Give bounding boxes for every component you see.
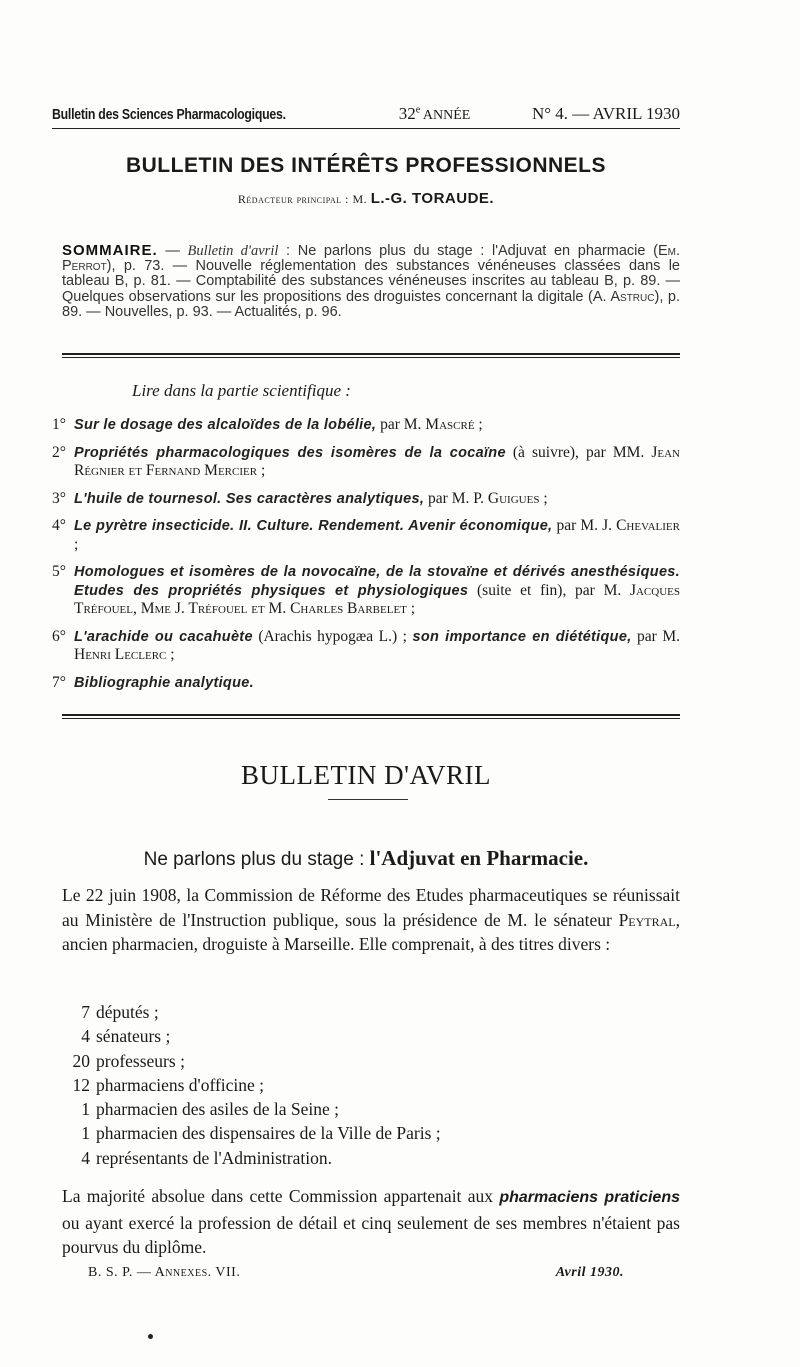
list-item: 1 pharmacien des asiles de la Seine ; [81, 1099, 339, 1120]
summary-block: SOMMAIRE. — Bulletin d'avril : Ne parlons plus du stage : l'Adjuvat en pharmacie (Em. Perrot), p. 73. — Nouvelle réglementation des substances vénéneuses classées dans le tableau B, p. 81. — Comptabilité des substances vénéneuses inscrites au tableau B, p. 89. — Quelques observations sur les propositions des droguistes concernant la digitale (A. Astruc), p. 89. — Nouvelles, p. 93. — Actualités, p. 96. [62, 242, 680, 320]
list-item: 4 représentants de l'Administration. [81, 1147, 332, 1168]
divider-rule [62, 714, 680, 716]
divider-rule-thin [62, 357, 680, 358]
list-item: 2° Propriétés pharmacologiques des isomères de la cocaïne (à suivre), par MM. Jean Régnier et Fernand Mercier ; [52, 443, 680, 479]
list-item: 5° Homologues et isomères de la novocaïne, de la stovaïne et dérivés anesthésiques. Etudes des propriétés physiques et physiologiques (suite et fin), par M. Jacques Tréfouel, Mme J. Tréfouel et M. Charles Barbelet ; [52, 563, 680, 617]
editor-line: Rédacteur principal : M. L.-G. TORAUDE. [237, 190, 495, 207]
year-of-publication: 32e ANNÉE [398, 104, 471, 123]
footer-reference: B. S. P. — Annexes. VII. [88, 1265, 241, 1280]
header-rule [52, 128, 680, 129]
contents-list [52, 416, 680, 701]
article-title: Ne parlons plus du stage : l'Adjuvat en Pharmacie. [143, 846, 589, 870]
divider-rule-thin [62, 718, 680, 719]
article-paragraph: Le 22 juin 1908, la Commission de Réforme des Etudes pharmaceutiques se réunissait au Ministère de l'Instruction publique, sous la présidence de M. le sénateur Peytral, ancien pharmacien, droguiste à Marseille. Elle comprenait, à des titres divers : [62, 885, 680, 954]
divider-rule [62, 353, 680, 355]
list-item: 12 pharmaciens d'officine ; [72, 1074, 265, 1095]
footer-date: Avril 1930. [555, 1265, 624, 1280]
list-item: 4 sénateurs ; [81, 1026, 171, 1047]
list-item: 1 pharmacien des dispensaires de la Ville de Paris ; [81, 1123, 441, 1144]
article-paragraph: La majorité absolue dans cette Commission appartenait aux pharmaciens praticiens ou ayant exercé la profession de détail et cinq seulement de ses membres n'étaient pas pourvus du diplôme. [62, 1186, 680, 1257]
list-item: 3° L'huile de tournesol. Ses caractères analytiques, par M. P. Guigues ; [52, 489, 548, 507]
ink-dot [148, 1334, 153, 1339]
list-item: 1° Sur le dosage des alcaloïdes de la lobélie, par M. Mascré ; [52, 416, 483, 433]
read-in-scientific-part: Lire dans la partie scientifique : [132, 381, 351, 400]
bulletin-heading: BULLETIN D'AVRIL [240, 760, 492, 790]
commission-members-list [62, 1000, 680, 1170]
section-title: BULLETIN DES INTÉRÊTS PROFESSIONNELS [125, 154, 607, 177]
heading-underline [328, 799, 408, 800]
list-item: 7° Bibliographie analytique. [52, 673, 254, 691]
running-header [52, 104, 680, 124]
list-item: 20 professeurs ; [72, 1050, 185, 1071]
summary-label: SOMMAIRE. [62, 242, 158, 259]
list-item: 4° Le pyrètre insecticide. II. Culture. Rendement. Avenir économique, par M. J. Chevalier ; [52, 517, 680, 553]
page-footer [88, 1265, 624, 1281]
journal-name: Bulletin des Sciences Pharmacologiques. [52, 106, 286, 123]
list-item: 6° L'arachide ou cacahuète (Arachis hypogæa L.) ; son importance en diététique, par M. Henri Leclerc ; [52, 627, 680, 663]
issue-number: N° 4. — AVRIL 1930 [531, 104, 680, 123]
list-item: 7 députés ; [81, 1002, 159, 1022]
